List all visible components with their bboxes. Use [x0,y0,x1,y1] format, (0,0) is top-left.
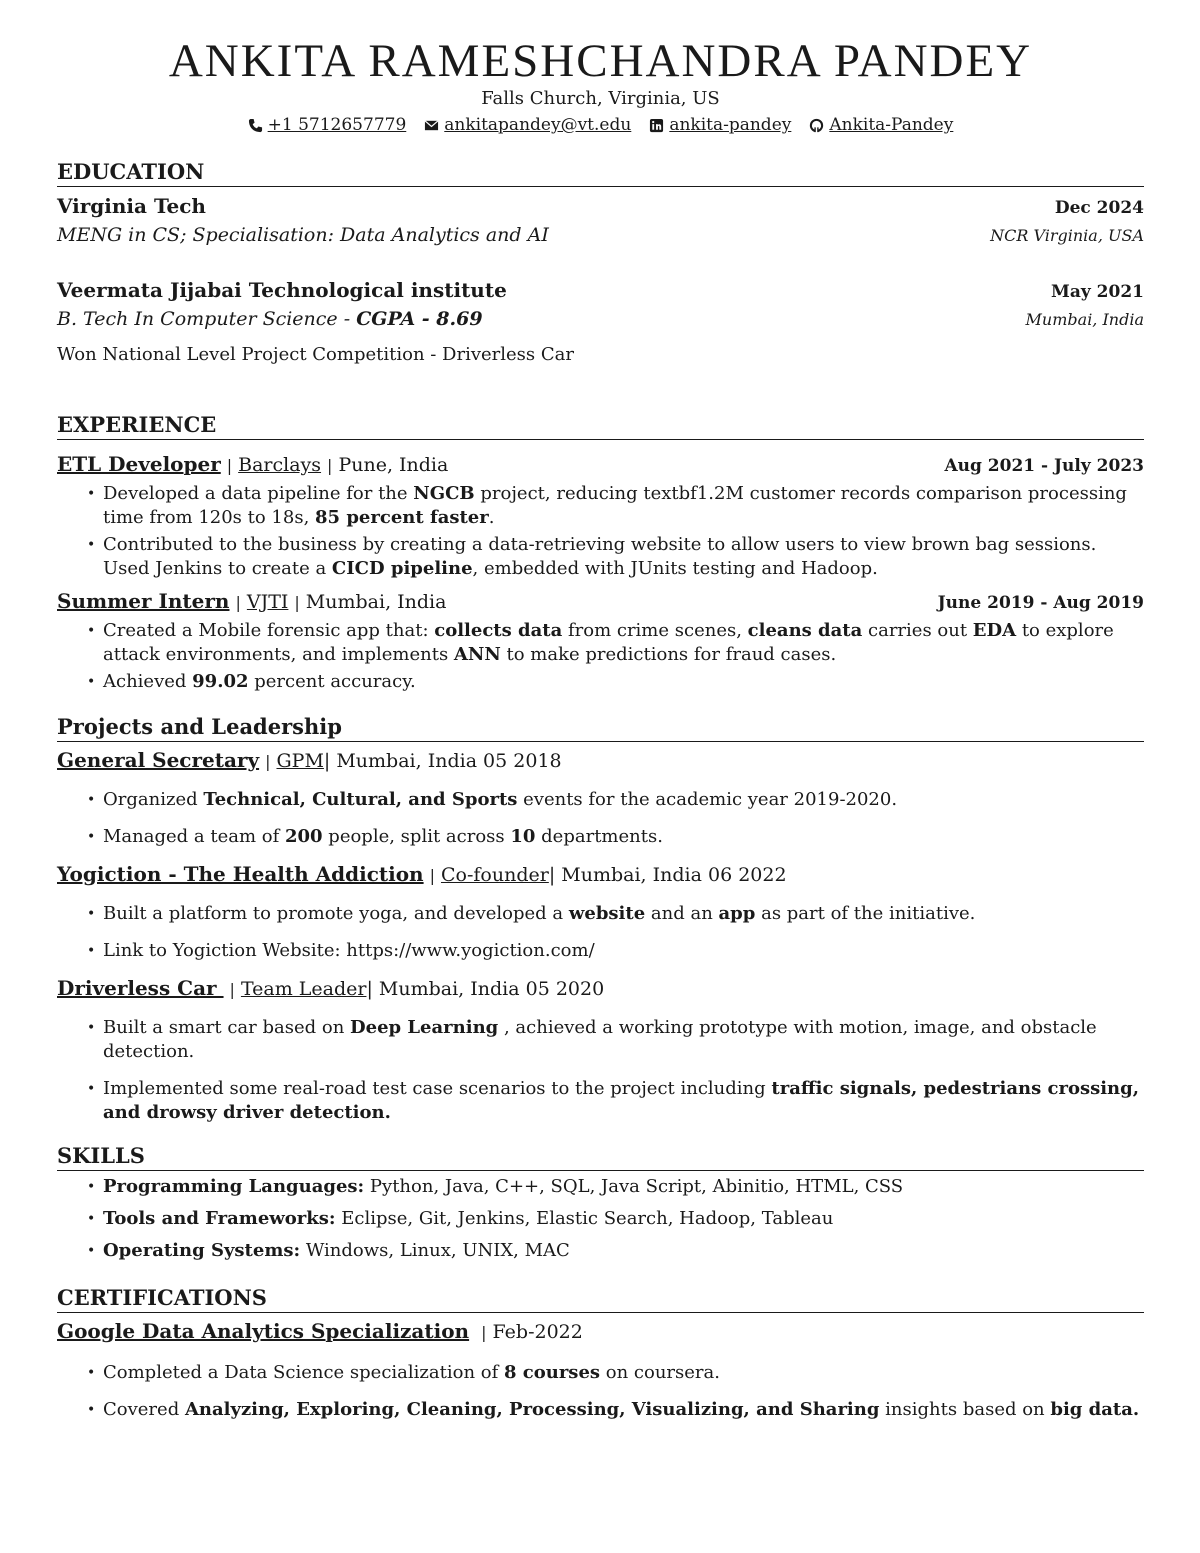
bullet-bold-text: website [568,903,646,924]
project-header [57,976,1144,1000]
project-title: General Secretary [57,748,260,772]
bullet-bold-text: 8 courses [503,1362,601,1383]
bullet-bold-text: ANN [453,644,501,665]
bullet-item [87,1077,1144,1125]
project-location: Mumbai, India 06 2022 [555,864,787,886]
separator: | [294,593,300,612]
job-header [57,589,1144,613]
bullet-bold-text: 99.02 [192,671,249,692]
bullet-bold-text: Deep Learning [350,1017,499,1038]
bullet-text: on coursera. [600,1362,720,1383]
bullet-bold-text: cleans data [747,620,863,641]
bullet-text: carries out [862,620,973,641]
institution-name: Veermata Jijabai Technological institute [57,278,507,302]
bullet-bold-text: Analyzing, Exploring, Cleaning, Processing, Visualizing, and Sharing [184,1399,880,1420]
bullet-bold-text: collects data [434,620,563,641]
separator: | [229,980,235,999]
project-title-line [57,862,787,886]
bullet-text: . [488,507,495,528]
linkedin-link[interactable] [649,115,791,135]
project-header [57,748,1144,772]
bullet-text: as part of the initiative. [755,903,976,924]
bullet-text: Built a smart car based on [103,1017,351,1038]
project-location: Mumbai, India 05 2018 [330,750,562,772]
project-header [57,862,1144,886]
separator: | [429,866,435,885]
bullet-item [87,482,1144,530]
bullet-item [87,939,1144,963]
skills-heading: SKILLS [57,1143,1144,1171]
education-place: NCR Virginia, USA [990,226,1144,245]
job-role: Summer Intern [57,589,230,613]
bullet-text: Completed a Data Science specialization of [103,1362,504,1383]
github-icon [809,118,824,133]
separator: | [548,864,556,886]
bullet-bold-text: CICD pipeline [331,558,473,579]
linkedin-text: ankita-pandey [669,115,792,135]
candidate-location: Falls Church, Virginia, US [481,88,720,109]
phone-text: +1 5712657779 [267,115,407,135]
bullet-text: departments. [535,826,663,847]
bullet-item [87,1361,1144,1385]
bullet-bold-text: app [718,903,756,924]
bullet-text: project, reducing textbf1.2M customer records comparison processing time from 120s to 18s, [103,483,1127,528]
job-company: Barclays [238,454,322,476]
bullet-item [87,825,1144,849]
certification-date: Feb-2022 [492,1321,583,1343]
degree-text: MENG in CS; Specialisation: Data Analytics and AI [57,224,549,246]
skill-label: Operating Systems: [103,1240,301,1261]
envelope-icon [424,118,439,133]
job-header [57,452,1144,476]
separator: | [226,456,233,475]
bullet-bold-text: NGCB [413,483,475,504]
bullet-text: , achieved a working prototype with motion, image, and obstacle detection. [103,1017,1097,1062]
bullet-bold-text: 200 [285,826,323,847]
job-company: VJTI [246,591,289,613]
bullet-text: and an [645,903,719,924]
job-date: Aug 2021 - July 2023 [944,456,1144,476]
project-location: Mumbai, India 05 2020 [372,978,605,1000]
separator: | [323,750,331,772]
project-bullets [57,788,1144,849]
skill-value: Eclipse, Git, Jenkins, Elastic Search, Hadoop, Tableau [335,1208,834,1229]
separator: | [265,752,271,771]
certifications-heading: CERTIFICATIONS [57,1285,1144,1313]
bullet-item [87,533,1144,581]
bullet-text: Contributed to the business by creating a data-retrieving website to allow users to view brown bag sessions. Used Jenkins to create a [103,534,1097,579]
certification-header: Google Data Analytics Specialization | Feb-2022 [57,1319,583,1343]
certification-bullets [57,1361,1144,1422]
bullet-text: Managed a team of [103,826,285,847]
bullet-text: from crime scenes, [562,620,748,641]
skill-item [87,1175,1144,1199]
email-link[interactable] [424,115,631,135]
bullet-text: insights based on [879,1399,1051,1420]
resume-page [57,30,1144,1435]
separator: | [327,456,333,475]
job-title-line [57,589,446,613]
bullet-item [87,1398,1144,1422]
project-bullets [57,1016,1144,1125]
phone-link[interactable] [248,115,407,135]
bullet-item [87,619,1144,667]
separator: | [366,978,373,1000]
skill-item [87,1239,1144,1263]
project-org: Team Leader [240,978,367,1000]
education-note: Won National Level Project Competition - Driverless Car [57,344,574,365]
experience-list [57,452,1144,694]
skill-item [87,1207,1144,1231]
education-heading: EDUCATION [57,159,1144,187]
certification-name: Google Data Analytics Specialization [57,1319,470,1343]
job-location: Mumbai, India [305,591,447,613]
separator: | [235,593,241,612]
bullet-text: to explore attack environments, and implements [103,620,1114,665]
bullet-text: Implemented some real-road test case scenarios to the project including [103,1078,772,1099]
project-org: GPM [276,750,324,772]
bullet-text: Covered [103,1399,185,1420]
job-bullets [57,482,1144,581]
skill-value: Windows, Linux, UNIX, MAC [300,1240,570,1261]
education-date: May 2021 [1051,282,1144,302]
projects-list [57,748,1144,1125]
education-place: Mumbai, India [1025,310,1144,329]
education-date: Dec 2024 [1054,198,1144,218]
project-title-line [57,976,604,1000]
bullet-bold-text: Technical, Cultural, and Sports [203,789,518,810]
job-bullets [57,619,1144,694]
project-org: Co-founder [440,864,549,886]
job-title-line [57,452,448,476]
github-text: Ankita-Pandey [829,115,954,135]
bullet-text: , embedded with JUnits testing and Hadoop. [472,558,878,579]
degree-text [57,306,483,333]
email-text: ankitapandey@vt.edu [444,115,632,135]
degree-main: B. Tech In Computer Science - [57,308,357,330]
bullet-bold-text: 85 percent faster [315,507,489,528]
project-bullets [57,902,1144,963]
degree-gpa: CGPA - 8.69 [356,308,483,330]
job-location: Pune, India [338,454,449,476]
bullet-item [87,1016,1144,1064]
bullet-bold-text: traffic signals, pedestrians crossing, and drowsy driver detection. [103,1078,1139,1123]
job-role: ETL Developer [57,452,221,476]
bullet-text: Built a platform to promote yoga, and developed a [103,903,569,924]
experience-heading: EXPERIENCE [57,412,1144,440]
bullet-item [87,670,1144,694]
bullet-text: percent accuracy. [248,671,416,692]
job-date: June 2019 - Aug 2019 [937,593,1144,613]
bullet-text: to make predictions for fraud cases. [500,644,837,665]
bullet-bold-text: EDA [972,620,1017,641]
bullet-item [87,902,1144,926]
project-title-line [57,748,562,772]
skills-list [57,1175,1144,1263]
bullet-bold-text: big data. [1050,1399,1140,1420]
bullet-text: Link to Yogiction Website: https://www.yogiction.com/ [103,940,595,961]
project-title: Yogiction - The Health Addiction [57,862,424,886]
github-link[interactable] [809,115,953,135]
skill-label: Programming Languages: [103,1176,365,1197]
projects-heading: Projects and Leadership [57,714,1144,742]
phone-icon [248,118,263,133]
education-entry [57,277,1144,368]
contact-bar [57,115,1144,135]
skill-value: Python, Java, C++, SQL, Java Script, Abinitio, HTML, CSS [364,1176,904,1197]
candidate-name: ANKITA RAMESHCHANDRA PANDEY [168,35,1033,87]
skill-label: Tools and Frameworks: [103,1208,336,1229]
education-entry [57,193,1144,249]
bullet-item [87,788,1144,812]
bullet-text: Achieved [103,671,193,692]
bullet-bold-text: 10 [510,826,536,847]
bullet-text: Developed a data pipeline for the [103,483,414,504]
bullet-text: people, split across [322,826,511,847]
bullet-text: Created a Mobile forensic app that: [103,620,435,641]
linkedin-icon [649,118,664,133]
bullet-text: events for the academic year 2019-2020. [517,789,898,810]
institution-name: Virginia Tech [57,194,206,218]
bullet-text: Organized [103,789,204,810]
project-title: Driverless Car [57,976,224,1000]
